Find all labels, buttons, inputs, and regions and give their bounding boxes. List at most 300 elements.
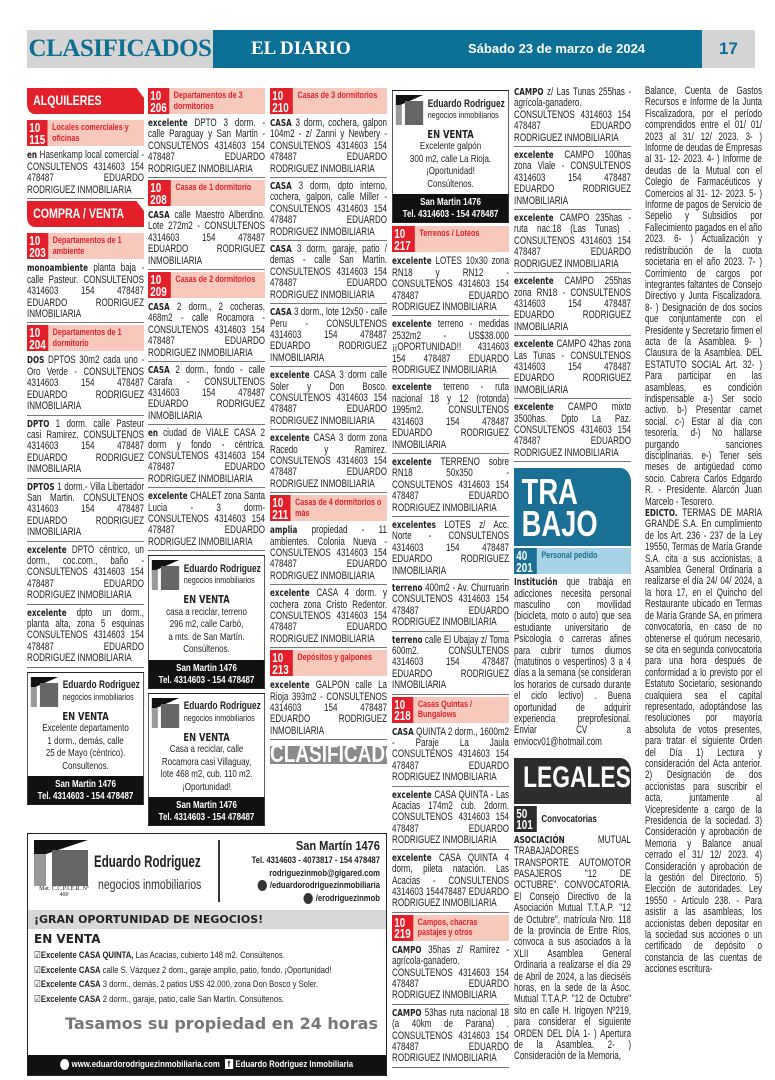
- ad-line: ¡Oportunidad!: [426, 165, 475, 178]
- instagram-handle: /eduardorodriguezinmobiliaria: [269, 880, 380, 890]
- ad-line: a mts. de San Martín.: [168, 630, 245, 643]
- ad-text: DPTO 3 dorm. - calle Paraguay y San Martin - CONSULTENOS 4314603 154 478487 EDUARDO RODRIGUEZ INMOBILIARIA: [148, 117, 266, 175]
- brand-subtitle: negocios inmobiliarios: [427, 110, 499, 121]
- ad-text: CASA 4 dorm. y cochera zona Cristo Redentor. CONSULTENOS 4314603 154 478487 EDUARDO RODRIGUEZ INMOBILIARIA: [270, 587, 388, 645]
- classified-ad: [514, 338, 631, 399]
- classified-ad: [392, 318, 509, 379]
- page-number: 17: [702, 30, 755, 68]
- classified-ad: [392, 789, 509, 850]
- ad-text: terreno - ruta nacional 18 y 12 (rotonda) 1995m2. CONSULTENOS 4314603 154 478487 EDUARDO RODRIGUEZ INMOBILIARIA: [392, 381, 510, 451]
- ad-lead: excelente: [392, 256, 432, 268]
- ad-text: calle Maestro Alberdino. Lote 272m2 - CONSULTENOS 4314603 154 478487 EDUARDO RODRIGUEZ INMOBILIARIA: [148, 209, 266, 267]
- email: rodriguezinmob@gigared.com: [269, 867, 380, 878]
- ad-lead: EDICTO.: [645, 508, 678, 520]
- building-logo-icon: [152, 560, 179, 590]
- category-title: Casas Quintas / Bungalows: [417, 698, 472, 721]
- ad-text: CASA QUINTA - Las Acacias 174m2 cub. 2dorm. CONSULTENOS 4314603 154 478487 EDUARDO RODRIGUEZ INMOBILIARIA: [392, 788, 510, 847]
- ad-text: CASA 3 dorm calle Soler y Don Bosco. CONSULTENOS 4314603 154 478487 EDUARDO RODRIGUEZ INMOBILIARIA: [270, 369, 388, 427]
- classified-ad: [148, 364, 265, 425]
- code-bottom: 217: [394, 237, 411, 253]
- category-code: [148, 88, 169, 114]
- ad-text: propiedad - 11 ambientes. Colonia Nueva - CONSULTENOS 4314603 154 478487 EDUARDO RODRIGUEZ INMOBILIARIA: [270, 524, 388, 582]
- classified-ad: [514, 212, 631, 273]
- ad-lead: CASA: [270, 118, 292, 129]
- code-bottom: 204: [29, 336, 46, 352]
- ad-lead: excelente: [27, 607, 67, 619]
- classified-ad: [392, 519, 509, 580]
- ad-text: CASA QUINTA 4 dorm, pileta natación. Las Acacias - CONSULTENOS 4314603 154478487 EDUARDO RODRIGUEZ INMOBILIARIA: [392, 851, 510, 910]
- phone: Tel. 4314603 - 4073817 - 154 478487: [251, 855, 380, 865]
- ad-lead: DOS: [27, 355, 45, 367]
- ad-lead: CASA: [148, 210, 170, 222]
- ad-text: dpto un dorm., planta alta, zona 5 esquinas CONSULTENOS 4314603 154 478487 EDUARDO RODRIGUEZ INMOBILIARIA: [27, 606, 145, 665]
- classified-ad: [392, 944, 509, 1005]
- category-header: [148, 180, 265, 206]
- classified-ad: [270, 587, 387, 648]
- ad-text: TERRENO sobre RN18 50x350 - CONSULTENOS 4314603 154 478487 EDUARDO RODRIGUEZ INMOBILIARIA: [392, 455, 510, 514]
- ad-lead: terreno: [392, 634, 423, 646]
- footer-bar: [28, 1055, 386, 1075]
- category-title: Departamentos de 1 dormitorio: [52, 327, 122, 349]
- category-header: [270, 495, 387, 521]
- category-title: Casas de 4 dormitorios o más: [295, 497, 382, 519]
- classified-ad: [514, 275, 631, 336]
- ad-line: Excelente departamento: [42, 722, 129, 735]
- ad-lead: excelente: [270, 370, 310, 382]
- address: San Martin 1476: [420, 196, 481, 209]
- classified-ad: [514, 149, 631, 210]
- twitter-handle: /erodriguezinmob: [315, 892, 380, 903]
- classified-ad: [27, 544, 144, 605]
- code-bottom: 115: [29, 131, 46, 147]
- newspaper-name: EL DIARIO: [251, 38, 351, 59]
- listing-item: ☑ Excelente CASA calle S. Vázquez 2 dom., garaje amplio, patio, fondo. ¡Oportunidad!: [34, 964, 370, 979]
- eduardo-rodriguez-advert: [27, 833, 387, 1076]
- ad-line: Rocamora casi Villaguay,: [161, 755, 252, 768]
- ad-text: ciudad de VIALE CASA 2 dorm y fondo - céntrica. CONSULTENOS 4314603 154 478487 EDUARDO RODRIGUEZ INMOBILIARIA: [148, 427, 266, 485]
- brand-name: Eduardo Rodriguez: [183, 562, 261, 575]
- ad-text: CAMPO 100has zona Viale - CONSULTENOS 4314603 154 478487 EDUARDO RODRIGUEZ INMOBILIARIA: [514, 149, 632, 207]
- ad-text: CAMPO mixto 3500has. Dpto La Paz. CONSULTENOS 4314603 154 478487 EDUARDO RODRIGUEZ INMOBILIARIA: [514, 401, 632, 459]
- category-code: [148, 272, 171, 298]
- column: [27, 86, 144, 808]
- column: [392, 86, 509, 1070]
- facebook-page: Eduardo Rodriguez Inmobiliaria: [235, 1059, 354, 1070]
- ad-lead: excelente: [392, 852, 432, 864]
- code-top: 50: [516, 805, 528, 821]
- address: San Martín 1476: [295, 838, 380, 853]
- ad-text: Hasenkamp local comercial - CONSULTENOS 4314603 154 478487 EDUARDO RODRIGUEZ INMOBILIARIA: [27, 149, 145, 196]
- legales-banner: LEGALES: [514, 758, 631, 803]
- ad-line: Consúltenos.: [183, 643, 230, 656]
- classified-ad: [270, 306, 387, 367]
- ad-line: Excelente galpón: [419, 140, 482, 153]
- ad-line: 1 dorm., demás, calle: [47, 734, 124, 747]
- category-code: [27, 233, 48, 259]
- brand-subtitle: negocios inmobiliarios: [62, 691, 134, 703]
- website[interactable]: www.eduardorodriguezinmobiliaria.com: [71, 1059, 221, 1070]
- ad-lead: excelente: [270, 680, 310, 692]
- ad-text: 1 dorm. calle Pasteur casi Ramirez. CONSULTENOS 4314603 154 478487 EDUARDO RODRIGUEZ INMOBILIARIA: [27, 417, 145, 476]
- ad-text: terreno - medidas 2532m2 - US$38.000 ¡¡OPORTUNIDAD!! 4314603 154 478487 EDUARDO RODRIGUEZ INMOBILIARIA: [392, 318, 510, 377]
- category-header: [27, 325, 144, 351]
- brand-name: Eduardo Rodriguez: [62, 679, 140, 692]
- ad-lead: ASOCIACIÓN: [514, 834, 565, 846]
- address: San Martin 1476: [176, 661, 237, 674]
- listing-item: ☑ Excelente CASA 2 dorm., garaje, patio, calle San Martín. Consúltenos.: [34, 993, 370, 1008]
- section-banner: ALQUILERES: [27, 88, 144, 114]
- ad-text: GALPON calle La Rioja 393m2 - CONSULTENOS 4314603 154 478487 EDUARDO RODRIGUEZ INMOBILIARIA: [270, 679, 388, 737]
- code-bottom: 209: [150, 283, 167, 299]
- ad-text: z/ Las Tunas 255has - agrícola-ganadero. CONSULTENOS 4314603 154 478487 EDUARDO RODRIGUEZ INMOBILIARIA: [514, 86, 632, 144]
- classified-ad: [27, 607, 144, 668]
- ad-brand-row: [149, 694, 265, 729]
- ad-lead: CASA: [270, 244, 292, 256]
- phone: Tel. 4314603 - 154 478487: [402, 208, 499, 221]
- brand: [184, 701, 261, 724]
- ad-lead: terreno: [392, 582, 423, 594]
- ad-line: Consultenos.: [62, 759, 109, 772]
- ad-lead: excelente: [514, 213, 554, 225]
- ad-lead: en: [148, 428, 159, 440]
- ad-lead: DPTO: [27, 418, 50, 430]
- address: San Martin 1476: [55, 778, 116, 791]
- category-header: [270, 650, 387, 676]
- display-ad: [27, 672, 144, 805]
- ad-lead: excelente: [514, 339, 554, 351]
- code-top: 10: [150, 88, 162, 103]
- legal-notice: [514, 835, 631, 1063]
- category-code: [27, 325, 48, 351]
- display-ad: [392, 90, 509, 223]
- ad-lead: excelente: [392, 319, 432, 331]
- masthead: [213, 30, 702, 68]
- category-header: [392, 915, 509, 941]
- classified-ad: [514, 86, 631, 147]
- code-bottom: 208: [150, 191, 167, 207]
- trabajo-line: TRA: [521, 471, 578, 513]
- trabajo-line: BAJO: [521, 503, 598, 545]
- brand-name: Eduardo Rodriguez: [94, 852, 201, 871]
- ad-line: lote 468 m2, cub. 110 m2.: [160, 768, 253, 780]
- slogan: Tasamos su propiedad en 24 horas: [65, 1014, 378, 1033]
- code-bottom: 211: [272, 506, 289, 522]
- category-header: [148, 272, 265, 298]
- code-top: 10: [394, 696, 406, 712]
- opportunity-banner: ¡GRAN OPORTUNIDAD DE NEGOCIOS!: [28, 910, 386, 929]
- ad-lead: excelente: [392, 456, 432, 468]
- code-top: 10: [272, 650, 284, 666]
- code-top: 10: [150, 180, 162, 196]
- category-code: [392, 226, 415, 252]
- contact-info: [252, 838, 380, 904]
- section-banner: COMPRA / VENTA: [27, 201, 144, 227]
- category-title: Depósitos y galpones: [297, 652, 372, 664]
- ad-line: Consúltenos.: [427, 177, 474, 190]
- classified-ad: [148, 490, 265, 551]
- ad-text: calle El Ubajay z/ Toma 600m2. CONSULTENOS 4314603 154 478487 EDUARDO RODRIGUEZ INMOBILIARIA: [392, 633, 510, 692]
- brand-subtitle: negocios inmobiliarios: [98, 876, 202, 892]
- code-top: 10: [272, 495, 284, 511]
- ad-heading: EN VENTA: [183, 593, 230, 607]
- address: San Martin 1476: [176, 799, 237, 811]
- building-logo-icon: [31, 677, 58, 707]
- ad-text: CHALET zona Santa Lucia - 3 dorm- CONSULTENOS 4314603 154 478487 EDUARDO RODRIGUEZ INMOBILIARIA: [148, 490, 266, 548]
- category-code: [27, 120, 48, 146]
- ad-line: Casa a reciclar, calle: [169, 743, 244, 755]
- ad-lead: CAMPO: [392, 944, 422, 956]
- phone: Tel. 4314603 - 154 478487: [37, 790, 134, 803]
- ad-lead: DPTOS: [27, 481, 55, 493]
- ad-lead: excelente: [514, 150, 554, 162]
- code-top: 10: [150, 272, 162, 288]
- ad-lead: excelente: [270, 433, 310, 445]
- brand-name: Eduardo Rodriguez: [183, 700, 261, 713]
- ad-line: 25 de Mayo (céntrico).: [45, 747, 126, 760]
- ad-lead: excelente: [270, 588, 310, 600]
- category-header: [514, 806, 631, 832]
- web-icon: [61, 1059, 70, 1070]
- ad-lead: excelente: [27, 544, 67, 556]
- category-code: [392, 915, 413, 941]
- ad-text: 53has ruta nacional 18 (a 40km de Parana) . CONSULTENOS 4314603 154 478487 EDUARDO RODRIGUEZ INMOBILIARIA: [392, 1006, 510, 1065]
- brand: [184, 564, 261, 587]
- classified-ad: [27, 481, 144, 542]
- category-title: Locales comerciales y oficinas: [52, 122, 129, 144]
- ad-line: casa a reciclar, terreno: [166, 605, 247, 618]
- ad-line: 300 m2, calle La Rioja.: [409, 152, 492, 165]
- category-code: [392, 697, 413, 723]
- ad-heading: EN VENTA: [62, 709, 109, 723]
- category-code: [148, 180, 171, 206]
- classified-ad: [392, 1007, 509, 1068]
- ad-lead: CASA: [270, 181, 292, 193]
- code-bottom: 101: [516, 817, 533, 833]
- classified-ad: [392, 381, 509, 453]
- ad-text: LOTES 10x30 zona RN18 y RN12 - CONSULTENOS 4314603 154 478487 EDUARDO RODRIGUEZ INMOBILIARIA: [392, 255, 510, 314]
- code-bottom: 218: [394, 708, 411, 724]
- ad-heading: EN VENTA: [183, 730, 230, 744]
- facebook-icon: f: [225, 1059, 233, 1069]
- category-title: Departamentos de 3 dormitorios: [173, 90, 243, 112]
- ad-footer: [149, 660, 265, 688]
- code-bottom: 206: [150, 99, 167, 115]
- ad-lead: excelente: [514, 402, 554, 414]
- classified-ad: [270, 243, 387, 304]
- classified-ad: [514, 401, 631, 462]
- ad-text: 1 dorm.- Villa Libertador San Martin. CONSULTENOS 4314603 154 478487 EDUARDO RODRIGUEZ INMOBILIARIA: [27, 480, 145, 539]
- ad-lead: excelente: [514, 276, 554, 288]
- legal-notice: [514, 577, 631, 748]
- classified-ad: [392, 852, 509, 913]
- ad-lead: excelente: [392, 789, 432, 801]
- classified-ad: [392, 456, 509, 517]
- issue-date: Sábado 23 de marzo de 2024: [468, 41, 646, 56]
- ad-lead: amplia: [270, 525, 298, 537]
- category-code: [270, 88, 293, 114]
- category-title: Convocatorias: [541, 812, 597, 825]
- building-logo-icon: [34, 840, 88, 886]
- category-title: Casas de 2 dormitorios: [175, 274, 256, 286]
- logo: [34, 840, 94, 898]
- ad-brand-row: [393, 91, 509, 126]
- code-bottom: 213: [272, 661, 289, 677]
- ad-lead: CASA: [148, 302, 170, 314]
- code-top: 40: [516, 548, 528, 564]
- brand: [428, 99, 505, 122]
- ad-text: que trabaja en adicciones necesita personal masculino con movilidad (bicicleta, moto o auto) que sea estudiante universitario de Psicología o carreras afines para cubrir turnos diurnos (matutinos o vespertinos) 3 a 4 días a la semana (se consideran los horarios de cursado durante el ciclo lectivo) . Buena oportunidad de adquirir experiencia preprofesional. Enviar CV a enviocv01@hotmail.com: [514, 576, 632, 748]
- building-logo-icon: [152, 698, 179, 728]
- code-bottom: 203: [29, 244, 46, 260]
- ad-text: CAMPO 42has zona Las Tunas - CONSULTENOS 4314603 154 478487 EDUARDO RODRIGUEZ INMOBILIARIA: [514, 338, 632, 396]
- display-ad: [148, 555, 265, 688]
- ad-lead: CASA: [270, 307, 292, 319]
- brand-subtitle: negocios inmobiliarios: [183, 575, 255, 587]
- ad-text: 3 dorm, dpto interno, cochera, galpon, calle Miller - CONSULTENOS 4314603 154 478487 EDUARDO RODRIGUEZ INMOBILIARIA: [270, 180, 388, 238]
- code-top: 10: [29, 120, 41, 136]
- category-title: Campos, chacras pastajes y otros: [417, 916, 478, 939]
- legal-notice: [645, 508, 762, 976]
- ad-footer: [28, 776, 144, 804]
- classified-ad: [27, 149, 144, 199]
- ad-text: 35has z/ Ramirez - agrícola-ganadero. CONSULTENOS 4314603 154 478487 EDUARDO RODRIGUEZ INMOBILIARIA: [392, 943, 510, 1002]
- code-top: 10: [394, 914, 406, 930]
- ad-text: 3 dorm., lote 12x50 - calle Peru - CONSULTENOS 4314603 154 478487 EDUARDO RODRIGUEZ INMOBILIARIA: [270, 306, 388, 364]
- code-top: 10: [29, 233, 41, 249]
- brand: [63, 680, 140, 703]
- category-code: [270, 495, 291, 521]
- ad-text: TERMAS DE MARIA GRANDE S.A. En cumplimiento de los Art. 236 - 237 de la Ley 19550, Termas de María Grande S.A. cita a sus accionistas, a Asamblea General Ordinaria a realizarse el día 24/ 04/ 2024, a la hora 17, en el Quincho del Restaurante ubicado en Termas de María Grande SA, en primera convocatoria, en caso de no obtenerse el quórum necesario, se cita en segunda convocatoria para una hora después de conformidad a lo previsto por el Estatuto Societario, sesionando cualquiera sea el capital representado, adoptándose las resoluciones por mayoría absoluta de votos presentes, para tratar el siguiente Orden del Día 1) Lectura y consideración del Acta anterior. 2) Designación de dos accionistas para suscribir el acta, juntamente al Vicepresidente a cargo de la Presidencia de la sociedad. 3) Consideración y aprobación de Memoria y Balance anual cerrado el 31/ 12/ 2023. 4) Consideración y aprobación de la gestión del Directorio. 5) Elección de autoridades. Ley 19550 - Artículo 238. - Para asistir a las asambleas, los accionistas deben depositar en la sociedad sus acciones o un certificado de depósito o constancia de las cuentas de acciones escritura-: [645, 507, 763, 976]
- classified-ad: [270, 679, 387, 740]
- ad-lead: excelente: [148, 491, 188, 503]
- ad-text: 2 dorm., 2 cocheras, 468m2 - calle Rocamora - CONSULTENOS 4314603 154 478487 EDUARDO RODRIGUEZ INMOBILIARIA: [148, 301, 266, 359]
- ad-footer: [149, 797, 265, 825]
- twitter-icon: [304, 893, 313, 904]
- classified-ad: [270, 117, 387, 178]
- category-header: [148, 88, 265, 114]
- classified-ad: [148, 301, 265, 362]
- divider: [218, 840, 220, 902]
- code-top: 10: [272, 88, 284, 103]
- column: [514, 86, 631, 1063]
- category-header: [514, 548, 631, 574]
- ad-lead: excelente: [148, 118, 188, 129]
- classified-ad: [270, 524, 387, 585]
- ad-text: DPTOS 30m2 cada uno - Oro Verde - CONSULTENOS 4314603 154 478487 EDUARDO RODRIGUEZ INMOBILIARIA: [27, 354, 145, 413]
- classified-ad: [392, 582, 509, 632]
- ad-text: 3 dorm, cochera, galpon 104m2 - z/ Zanni y Newbery - CONSULTENOS 4314603 154 478487 EDUARDO RODRIGUEZ INMOBILIARIA: [270, 117, 388, 175]
- category-title: Casas de 1 dormitorio: [175, 182, 252, 194]
- classified-ad: [148, 427, 265, 488]
- phone: Tel. 4314603 - 154 478487: [158, 811, 255, 823]
- ad-line: ¡Oportunidad!: [182, 780, 231, 793]
- category-code: [514, 548, 537, 574]
- ad-lead: excelente: [392, 382, 432, 394]
- ad-heading: EN VENTA: [427, 128, 474, 141]
- ad-lead: CAMPO: [514, 87, 544, 98]
- ad-text: QUINTA 2 dorm., 1600m2 - Paraje La Jaula CONSULTENOS 4314603 154 478487 EDUARDO RODRIGUEZ INMOBILIARIA: [392, 725, 510, 784]
- ad-text: LOTES z/ Acc. Norte - CONSULTENOS 4314603 154 478487 EDUARDO RODRIGUEZ INMOBILIARIA: [392, 518, 510, 577]
- license-number: Mat. C.C.P.I.E.R. Nº 400: [39, 886, 89, 898]
- ad-text: MUTUAL TRABAJADORES TRANSPORTE AUTOMOTOR PASAJEROS "12 DE OCTUBRE". CONVOCATORIA. El Consejo Directivo de la Asociación Mutual T.T.A.P. "12 de Octubre", matrícula Nro. 118 de la provincia de Entre Ríos, convoca a sus asociados a la XLII Asamblea General Ordinaria a realizarse el día 29 de Abril de 2024, a las dieciséis horas, en la sede de la Asoc. Mutual T.T.A.P. "12 de Octubre" sito en calle H. Irigoyen Nº219, para considerar el siguiente ORDEN DEL DÍA 1- ) Apertura de la Asamblea. 2- ) Consideración de la Memoria,: [514, 833, 632, 1063]
- phone: Tel. 4314603 - 154 478487: [158, 673, 255, 686]
- classified-ad: [270, 180, 387, 241]
- legal-notice: [645, 86, 762, 508]
- classified-ad: [392, 634, 509, 695]
- listing-item: ☑ Excelente CASA QUINTA, Las Acacias, cubierto 148 m2. Consúltenos.: [34, 949, 370, 964]
- category-title: Personal pedido: [541, 550, 598, 562]
- ad-lead: excelentes: [392, 519, 436, 531]
- classified-ad: [270, 432, 387, 493]
- ad-text: CAMPO 235has - ruta nac.18 (Las Tunas) . CONSULTENOS 4314603 154 478487 EDUARDO RODRIGUEZ INMOBILIARIA: [514, 212, 632, 270]
- ad-text: CASA 3 dorm zona Racedo y Ramirez. CONSULTENOS 4314603 154 478487 EDUARDO RODRIGUEZ INMOBILIARIA: [270, 432, 388, 490]
- ad-lead: CASA: [392, 726, 414, 738]
- ad-lead: Institución: [514, 577, 558, 589]
- category-code: [514, 806, 537, 832]
- building-logo-icon: [396, 95, 423, 125]
- ad-text: CAMPO 255has zona RN18 - CONSULTENOS 4314603 154 478487 EDUARDO RODRIGUEZ INMOBILIARIA: [514, 275, 632, 333]
- code-bottom: 210: [272, 99, 289, 115]
- ad-text: 400m2 - Av. Churruarin CONSULTENOS 4314603 154 478487 EDUARDO RODRIGUEZ INMOBILIARIA: [392, 581, 510, 629]
- ad-footer: [393, 194, 509, 222]
- code-top: 10: [394, 226, 406, 242]
- instagram-icon: [258, 880, 267, 891]
- ad-text: planta baja - calle Pasteur. CONSULTENOS 4314603 154 478487 EDUARDO RODRIGUEZ INMOBILIARIA: [27, 262, 145, 321]
- ad-lead: CASA: [148, 365, 170, 377]
- category-title: Casas de 3 dormitorios: [297, 90, 378, 101]
- ad-lead: monoambiente: [27, 263, 89, 275]
- listing-list: [34, 949, 370, 1007]
- ad-lead: en: [27, 150, 38, 162]
- column: [148, 86, 265, 829]
- ad-text: Balance, Cuenta de Gastos Recursos e Informe de la Junta Fiscalizadora, por el período comprendidos entre el 01/ 01/ 2023 al 31/ 12/ 2023. 3- ) Informe de deudas de Empresas al 31- 12- 2023. 4- ) Informe de deudas de la Mutual con el Colegio de Farmacéuticos y Comercios al 31- 12- 2023. 5- ) Informe de pagos de Servicio de Sepelio y Subsidios por Fallecimiento pagados en el año 2023. 6- ) Actualización y redistribución de la cuota societaria en el año 2023. 7- ) Corrimiento de cargos por integrantes faltantes de Consejo Directivo y Junta Fiscalizadora. 8- ) Designación de dos socios que conjuntamente con el Presidente y Secretario firmen el acta de la Asamblea. 9- ) Clausura de la Asamblea. DEL ESTATUTO SOCIAL Art. 32- ) Para participar en las asambleas, es condición indispensable a-) Ser socio activo. b-) Presentar carnet social. c-) Estar al día con tesorería. d-) No hallarse purgando sanciones disciplinarias. e-) Tener seis meses de antigüedad como socio. Cabrera Carlos Edgardo R. - Presidente. Alarcón Juan Marcelo - Tesorero.: [645, 85, 763, 508]
- code-bottom: 219: [394, 926, 411, 942]
- category-header: [270, 88, 387, 114]
- ad-text: DPTO céntrico, un dorm., coc.com., baño - CONSULTENOS 4314603 154 478487 EDUARDO RODRIGUEZ INMOBILIARIA: [27, 543, 145, 602]
- category-title: Departamentos de 1 ambiente: [52, 235, 122, 257]
- category-title: Terrenos / Loteos: [419, 228, 480, 240]
- ad-brand-row: [149, 556, 265, 591]
- classified-ad: [392, 726, 509, 787]
- ad-text: 2 dorm., fondo - calle Carafa - CONSULTENOS 4314603 154 478487 EDUARDO RODRIGUEZ INMOBILIARIA: [148, 364, 266, 422]
- category-header: [392, 697, 509, 723]
- ad-text: 3 dorm, garaje, patio / demas - calle San Martin. CONSULTENOS 4314603 154 478487 EDUARDO RODRIGUEZ INMOBILIARIA: [270, 243, 388, 301]
- trabajo-banner: [514, 468, 631, 546]
- category-header: [27, 120, 144, 146]
- brand-name: Eduardo Rodriguez: [427, 97, 505, 110]
- ad-lead: CAMPO: [392, 1007, 422, 1019]
- code-top: 10: [29, 325, 41, 341]
- classified-ad: [27, 354, 144, 415]
- ad-line: 296 m2, calle Carbó,: [169, 618, 244, 631]
- ad-brand-row: [28, 673, 144, 708]
- for-sale-heading: EN VENTA: [34, 932, 101, 946]
- classified-ad: [148, 209, 265, 270]
- clasificados-banner: CLASIFICADOS: [270, 740, 413, 769]
- display-ad: [148, 693, 265, 826]
- listing-item: ☑ Excelente CASA 3 dorm., demás, 2 patios U$S 42.000, zona Don Bosco y Soler.: [34, 978, 370, 993]
- category-code: [270, 650, 293, 676]
- category-header: [27, 233, 144, 259]
- classified-ad: [27, 418, 144, 479]
- classified-ad: [148, 117, 265, 178]
- brand-subtitle: negocios inmobiliarios: [183, 712, 255, 724]
- code-bottom: 201: [516, 559, 533, 575]
- classified-ad: [270, 369, 387, 430]
- section-title: CLASIFICADOS: [27, 30, 213, 68]
- column: [645, 86, 762, 976]
- classified-ad: [27, 262, 144, 323]
